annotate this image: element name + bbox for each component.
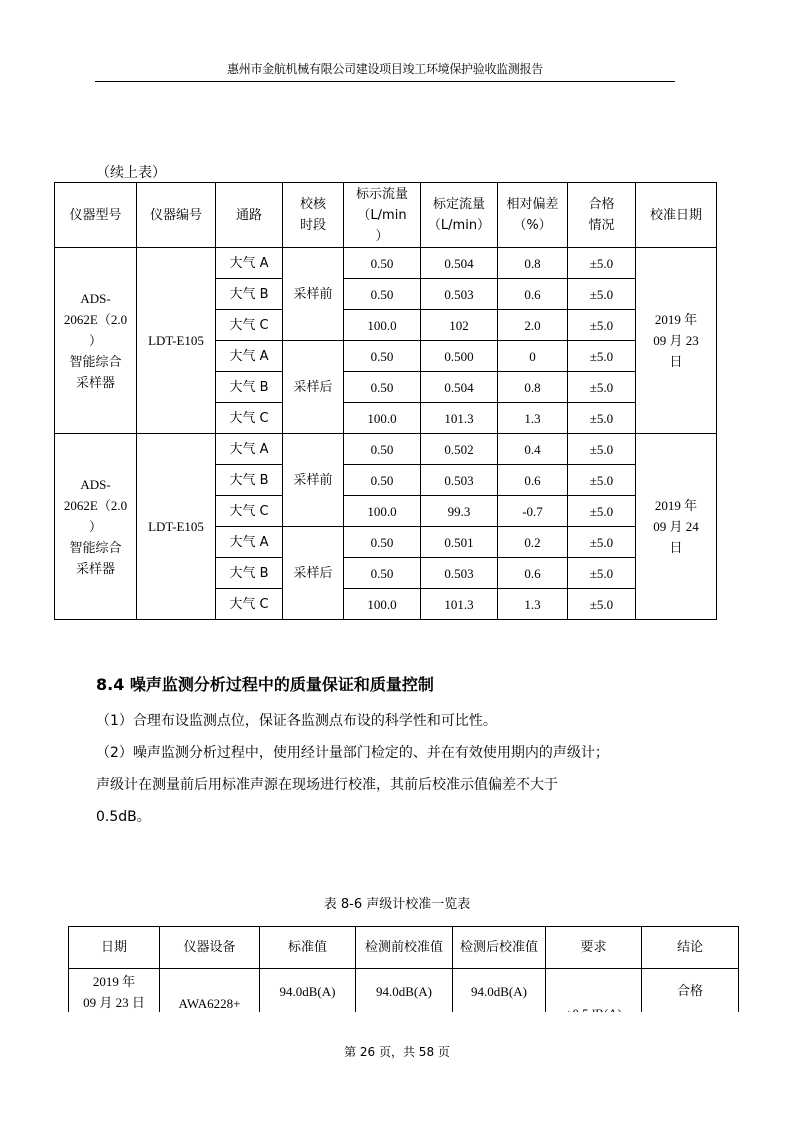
cell-line: （L/min） [427,218,491,233]
cell-line: 采样器 [75,561,115,576]
limit-cell: ±5.0 [568,434,636,465]
report-header-title: 惠州市金航机械有限公司建设项目竣工环境保护验收监测报告 [227,62,543,76]
serial-cell: LDT-E105 [137,248,216,434]
flow-shown-cell: 100.0 [344,310,421,341]
limit-cell: ±5.0 [568,248,636,279]
cell-line: 2019 年 [654,498,698,513]
cell-line: ） [88,519,102,534]
table-row [55,434,717,465]
flow-cal-cell: 0.504 [421,372,498,403]
cell-line: 合格 [588,197,615,212]
header-cell: 标准值 [260,927,356,969]
deviation-cell: 0 [498,341,568,372]
flow-cal-cell: 0.501 [421,527,498,558]
serial-cell: LDT-E105 [137,434,216,620]
header-cell: 仪器编号 [137,183,216,248]
header-cell: 要求 [546,927,642,969]
flow-calibration-table [54,182,717,620]
period-cell: 采样前 [283,434,344,527]
period-cell: 采样后 [283,341,344,434]
date-cell [636,434,717,620]
before-cell: 94.0dB(A) [356,969,453,1025]
flow-shown-cell: 100.0 [344,496,421,527]
cell-line: 日 [669,354,683,369]
deviation-cell: 0.6 [498,558,568,589]
after-cell: 94.0dB(A) [453,969,546,1025]
flow-cal-cell: 0.503 [421,465,498,496]
device-cell: AWA6228+ [160,969,260,1025]
deviation-cell: 0.6 [498,279,568,310]
header-cell: 日期 [69,927,160,969]
limit-cell: ±5.0 [568,496,636,527]
date-cell [636,248,717,434]
flow-shown-cell: 0.50 [344,248,421,279]
flow-shown-cell: 0.50 [344,434,421,465]
deviation-cell: 0.8 [498,248,568,279]
flow-shown-cell: 0.50 [344,527,421,558]
deviation-cell: -0.7 [498,496,568,527]
limit-cell: ±5.0 [568,310,636,341]
model-cell [55,248,137,434]
channel-cell: 大气 C [216,589,283,620]
cell-line: 标定流量 [432,197,485,212]
header-cell: 检测前校准值 [356,927,453,969]
limit-cell: ±5.0 [568,372,636,403]
standard-cell: 94.0dB(A) [260,969,356,1025]
cell-line: 2062E（2.0 [63,498,128,513]
channel-cell: 大气 B [216,558,283,589]
flow-cal-cell: 0.502 [421,434,498,465]
flow-cal-cell: 99.3 [421,496,498,527]
flow-shown-cell: 0.50 [344,372,421,403]
limit-cell: ±5.0 [568,403,636,434]
page-clip [60,1012,760,1042]
date-line: 09 月 23 日 [83,995,145,1010]
limit-cell: ±5.0 [568,279,636,310]
cell-line: 2019 年 [654,312,698,327]
flow-shown-cell: 0.50 [344,279,421,310]
header-cell: 校准日期 [636,183,717,248]
flow-shown-cell: 0.50 [344,465,421,496]
deviation-cell: 0.4 [498,434,568,465]
channel-cell: 大气 A [216,527,283,558]
paragraph-3: 声级计在测量前后用标准声源在现场进行校准，其前后校准示值偏差不大于 [96,777,558,793]
header-cell: 结论 [642,927,739,969]
flow-cal-cell: 0.504 [421,248,498,279]
cell-line: ADS- [80,477,111,492]
flow-shown-cell: 0.50 [344,341,421,372]
flow-cal-cell: 0.503 [421,279,498,310]
sound-level-calibration-table [68,926,739,1025]
header-cell [568,183,636,248]
header-cell [498,183,568,248]
section-heading: 8.4 噪声监测分析过程中的质量保证和质量控制 [96,675,434,694]
period-cell: 采样后 [283,527,344,620]
cell-line: 采样器 [75,375,115,390]
cell-line: 09 月 24 [653,519,699,534]
cell-line: 09 月 23 [653,333,699,348]
cell-line: 时段 [299,218,326,233]
limit-cell: ±5.0 [568,341,636,372]
result-cell: 合格 [642,969,739,1025]
flow-shown-cell: 100.0 [344,403,421,434]
deviation-cell: 1.3 [498,589,568,620]
header-cell [344,183,421,248]
header-cell [283,183,344,248]
header-cell: 通路 [216,183,283,248]
cell-line: 情况 [588,218,615,233]
cell-line: 标示流量 [355,186,408,202]
cell-line: 智能综合 [69,540,122,555]
page-footer: 第 26 页，共 58 页 [344,1045,450,1059]
deviation-cell: 2.0 [498,310,568,341]
flow-cal-cell: 101.3 [421,589,498,620]
paragraph-4: 0.5dB。 [96,809,151,825]
flow-shown-cell: 100.0 [344,589,421,620]
channel-cell: 大气 B [216,465,283,496]
header-cell: 检测后校准值 [453,927,546,969]
deviation-cell: 0.6 [498,465,568,496]
cell-line: ） [88,333,102,348]
channel-cell: 大气 C [216,496,283,527]
table-header-row [55,183,717,248]
channel-cell: 大气 C [216,403,283,434]
model-cell [55,434,137,620]
channel-cell: 大气 A [216,341,283,372]
channel-cell: 大气 B [216,279,283,310]
flow-cal-cell: 0.500 [421,341,498,372]
deviation-cell: 0.2 [498,527,568,558]
cell-line: （L/min [357,207,407,223]
flow-cal-cell: 101.3 [421,403,498,434]
cell-line: 相对偏差 [506,197,559,212]
header-cell [421,183,498,248]
cell-line: 2062E（2.0 [63,312,128,327]
cell-line: 日 [669,540,683,555]
channel-cell: 大气 C [216,310,283,341]
date-line: 2019 年 [92,974,136,989]
cell-line: ） [375,228,389,244]
limit-cell: ±5.0 [568,527,636,558]
header-cell: 仪器型号 [55,183,137,248]
table-caption: 表 8-6 声级计校准一览表 [323,897,471,912]
channel-cell: 大气 A [216,434,283,465]
cell-line: 校核 [299,197,326,212]
header-divider [95,81,675,82]
table-continued-caption: （续上表） [96,165,166,181]
header-cell: 仪器设备 [160,927,260,969]
limit-cell: ±5.0 [568,558,636,589]
table-row [55,248,717,279]
limit-cell: ±5.0 [568,465,636,496]
cell-line: ADS- [80,291,111,306]
paragraph-1: （1）合理布设监测点位，保证各监测点布设的科学性和可比性。 [96,713,497,729]
flow-cal-cell: 102 [421,310,498,341]
deviation-cell: 0.8 [498,372,568,403]
period-cell: 采样前 [283,248,344,341]
channel-cell: 大气 A [216,248,283,279]
limit-cell: ±5.0 [568,589,636,620]
table-header-row [69,927,739,969]
flow-cal-cell: 0.503 [421,558,498,589]
flow-shown-cell: 0.50 [344,558,421,589]
cell-line: 智能综合 [69,354,122,369]
paragraph-2: （2）噪声监测分析过程中，使用经计量部门检定的、并在有效使用期内的声级计； [96,745,609,761]
channel-cell: 大气 B [216,372,283,403]
deviation-cell: 1.3 [498,403,568,434]
cell-line: （%） [513,218,552,233]
